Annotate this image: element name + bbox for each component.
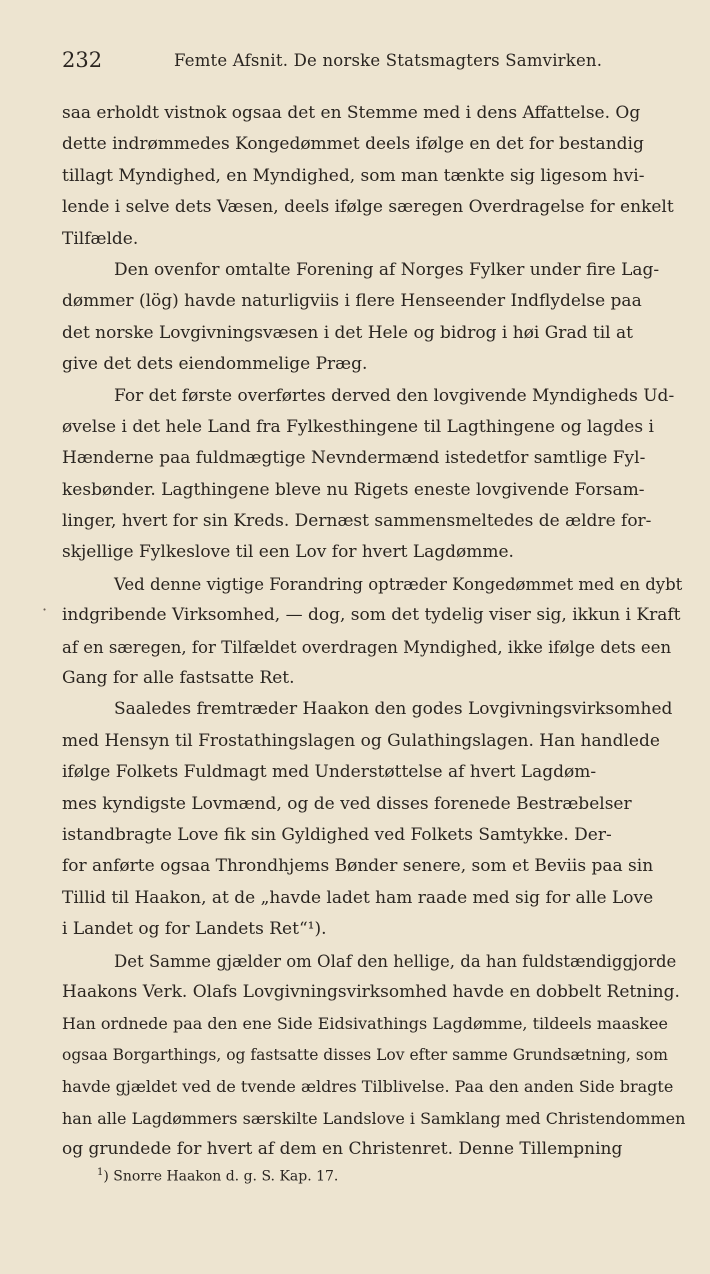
text-line: For det første overførtes derved den lovgivende Myndigheds Ud- [114, 385, 675, 406]
text-line: Haakons Verk. Olafs Lovgivningsvirksomhed havde en dobbelt Retning. [62, 981, 680, 1002]
text-line: Gang for alle fastsatte Ret. [62, 668, 295, 689]
text-line: mes kyndigste Lovmænd, og de ved disses forenede Bestræbelser [62, 793, 632, 814]
page-number: 232 [62, 48, 103, 72]
text-line: give det dets eiendommelige Præg. [62, 354, 368, 375]
text-line: ogsaa Borgarthings, og fastsatte disses Lov efter samme Grundsætning, som [62, 1045, 668, 1064]
text-line: linger, hvert for sin Kreds. Dernæst sammensmeltedes de ældre for- [62, 511, 652, 532]
text-line: det norske Lovgivningsvæsen i det Hele og bidrog i høi Grad til at [62, 322, 633, 343]
text-line: skjellige Fylkeslove til een Lov for hvert Lagdømme. [62, 542, 514, 563]
text-line: han alle Lagdømmers særskilte Landslove i Samklang med Christendommen [62, 1108, 686, 1128]
text-line: Tilfælde. [62, 228, 139, 249]
text-line: saa erholdt vistnok ogsaa det en Stemme med i dens Affattelse. Og [62, 103, 641, 123]
text-line: af en særegen, for Tilfældet overdragen Myndighed, ikke ifølge dets een [62, 637, 672, 657]
text-line: Det Samme gjælder om Olaf den hellige, da han fuldstændiggjorde [114, 951, 677, 971]
footnote [97, 1167, 338, 1185]
text-line: Ved denne vigtige Forandring optræder Kongedømmet med en dybt [114, 574, 683, 594]
text-line: Tillid til Haakon, at de „havde ladet ham raade med sig for alle Love [62, 887, 654, 908]
text-line: Hænderne paa fuldmægtige Nevndermænd istedetfor samtlige Fyl- [62, 448, 646, 469]
running-head: Femte Afsnit. De norske Statsmagters Samvirken. [174, 51, 603, 70]
text-line: i Landet og for Landets Ret“¹). [62, 919, 327, 940]
page-header [62, 48, 672, 78]
text-line: for anførte ogsaa Throndhjems Bønder senere, som et Beviis paa sin [62, 856, 654, 877]
text-line: kesbønder. Lagthingene bleve nu Rigets eneste lovgivende Forsam- [62, 479, 645, 500]
text-line: havde gjældet ved de tvende ældres Tilblivelse. Paa den anden Side bragte [62, 1077, 674, 1097]
text-line: og grundede for hvert af dem en Christenret. Denne Tillempning [62, 1138, 623, 1159]
margin-dot: · [42, 600, 48, 619]
text-line: ifølge Folkets Fuldmagt med Understøttelse af hvert Lagdøm- [62, 762, 597, 783]
text-line: tillagt Myndighed, en Myndighed, som man tænkte sig ligesom hvi- [62, 165, 645, 186]
text-line: lende i selve dets Væsen, deels ifølge særegen Overdragelse for enkelt [62, 197, 674, 218]
footnote-marker: 1 [97, 1167, 104, 1178]
text-line: med Hensyn til Frostathingslagen og Gulathingslagen. Han handlede [62, 730, 660, 751]
text-line: Den ovenfor omtalte Forening af Norges Fylker under fire Lag- [114, 259, 660, 280]
footnote-text: ) Snorre Haakon d. g. S. Kap. 17. [103, 1168, 339, 1185]
text-line: Han ordnede paa den ene Side Eidsivathings Lagdømme, tildeels maaskee [62, 1014, 668, 1034]
text-line: øvelse i det hele Land fra Fylkesthingene til Lagthingene og lagdes i [62, 416, 654, 437]
text-line: Saaledes fremtræder Haakon den godes Lovgivningsvirksomhed [114, 699, 673, 720]
text-line: dømmer (lög) havde naturligviis i flere Henseender Indflydelse paa [62, 291, 642, 312]
text-line: dette indrømmedes Kongedømmet deels ifølge en det for bestandig [62, 134, 644, 155]
text-line: indgribende Virksomhed, — dog, som det tydelig viser sig, ikkun i Kraft [62, 605, 681, 626]
body-text [62, 98, 686, 1165]
text-line: istandbragte Love fik sin Gyldighed ved Folkets Samtykke. Der- [62, 824, 612, 845]
